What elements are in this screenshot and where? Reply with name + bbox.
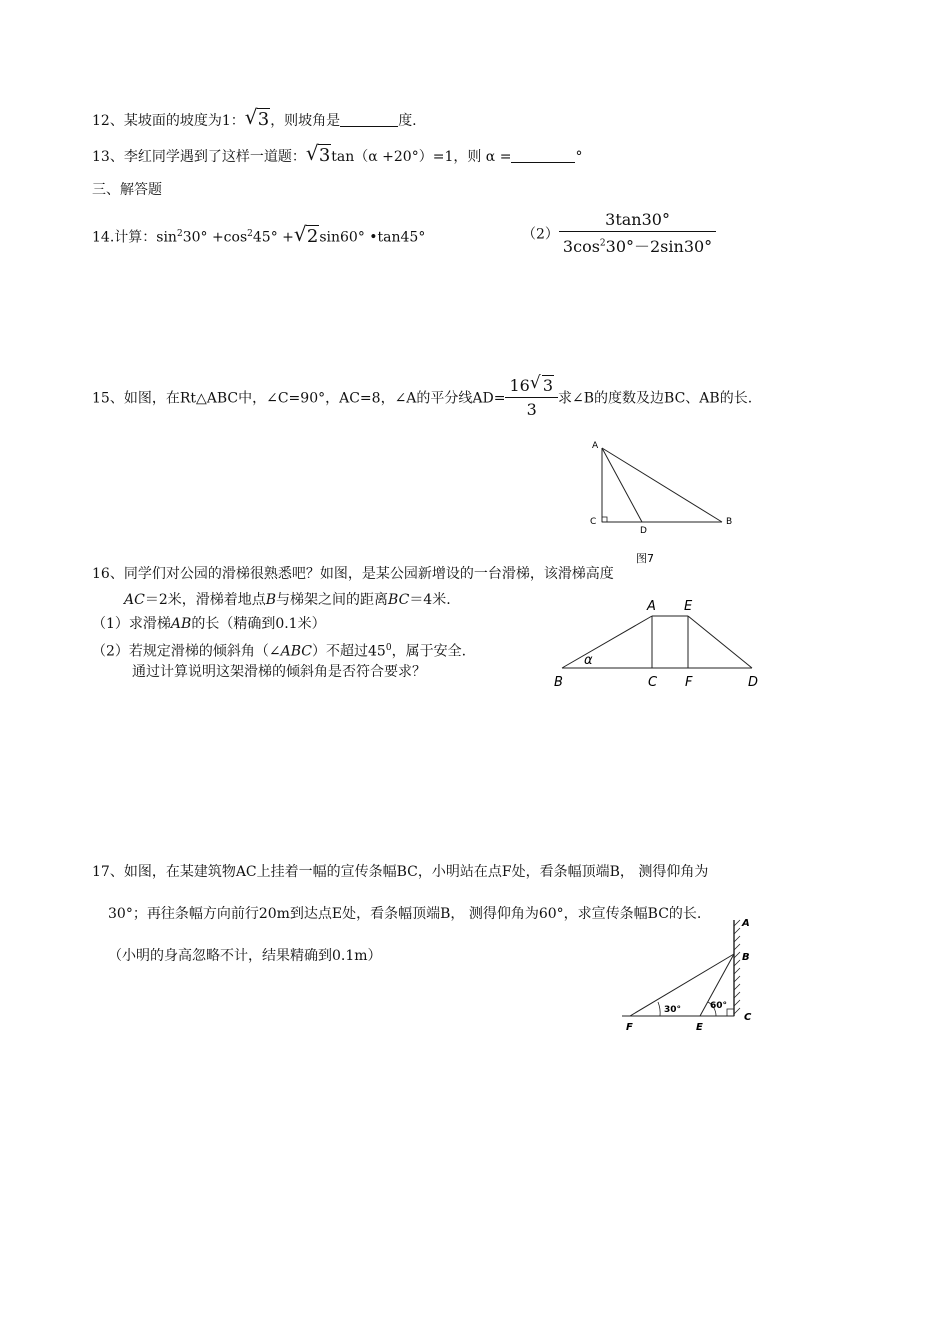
label-alpha: α [584, 653, 593, 668]
q15-text-b: 求∠B的度数及边BC、AB的长. [558, 390, 753, 407]
label-e: E [684, 599, 693, 614]
q12-answer-blank[interactable] [340, 112, 398, 127]
fraction-numerator: 16 √ 3 [505, 376, 558, 398]
q14-fraction [559, 210, 716, 257]
fraction-denominator: 3 [526, 400, 537, 419]
q14-exp: 2 [247, 229, 253, 239]
q15-fraction [505, 373, 558, 419]
section-header: 三、解答题 [92, 182, 162, 198]
question-17-line-2: 30°；再往条幅方向前行20m到达点E处，看条幅顶端B， 测得仰角为60°，求宣传条幅BC的长. [108, 906, 702, 922]
label-b: B [742, 952, 750, 963]
q14-part-b: 45° + [252, 229, 294, 246]
label-b: B [726, 517, 733, 527]
q14-part-a: 30° +cos [182, 229, 248, 246]
label-a: A [742, 918, 750, 929]
question-13 [92, 141, 583, 167]
label-e: E [696, 1022, 703, 1033]
label-c: C [590, 517, 597, 527]
sqrt-3: √ 3 [305, 141, 331, 166]
question-17-line-3: （小明的身高忽略不计，结果精确到0.1m） [108, 948, 382, 964]
label-c: C [648, 675, 658, 690]
question-15 [92, 373, 753, 419]
question-12 [92, 105, 417, 131]
q13-expr: tan（α +20°）=1，则 α = [331, 149, 512, 165]
angle-30: 30° [664, 1005, 682, 1015]
question-16-line-1: 16、同学们对公园的滑梯很熟悉吧？如图，是某公园新增设的一台滑梯，该滑梯高度 [92, 566, 614, 582]
label-a: A [647, 599, 656, 614]
label-f: F [626, 1022, 633, 1033]
q14-part-c: sin60° •tan45° [319, 229, 426, 246]
fraction-numerator: 3tan30° [559, 210, 716, 232]
q14-label: 14.计算： [92, 229, 157, 246]
q13-answer-blank[interactable] [511, 148, 575, 163]
question-14 [92, 221, 426, 248]
question-14-part-2 [522, 210, 716, 257]
q13-suffix: ° [575, 149, 583, 165]
question-16-part-1: （1）求滑梯AB的长（精确到0.1米） [92, 616, 326, 632]
question-16-part-2: （2）若规定滑梯的倾斜角（∠ABC）不超过$45^0$，属于安全. [92, 643, 467, 660]
angle-60: 60° [710, 1001, 728, 1011]
label-f: F [685, 675, 693, 690]
q14-sin: sin [156, 229, 177, 246]
fraction-denominator: $3\cos^230^\circ-2\sin 30^\circ$ [562, 237, 713, 256]
figure-building-banner [616, 914, 766, 1038]
label-d: D [748, 675, 759, 690]
label-a: A [592, 441, 599, 451]
question-17-line-1: 17、如图，在某建筑物AC上挂着一幅的宣传条幅BC，小明站在点F处，看条幅顶端B， 测得仰角为 [92, 864, 709, 880]
q12-prefix: 12、某坡面的坡度为1： [92, 113, 245, 129]
label-c: C [744, 1012, 752, 1023]
q12-suffix: 度. [398, 113, 417, 129]
q15-text-a: 15、如图，在Rt△ABC中，∠C=90°，AC=8，∠A的平分线AD= [92, 390, 506, 407]
q14-part2-label: （2） [522, 226, 559, 243]
question-16-line-2: AC＝2米，滑梯着地点B与梯架之间的距离BC＝4米. [124, 592, 451, 608]
label-d: D [640, 526, 647, 536]
sqrt-3: √ 3 [244, 105, 270, 130]
figure-caption: 图7 [636, 552, 654, 565]
figure-triangle-abc [580, 434, 760, 566]
q13-prefix: 13、李红同学遇到了这样一道题： [92, 149, 306, 165]
figure-slide [548, 594, 768, 692]
q14-exp: 2 [176, 229, 183, 239]
sqrt-2: √ 2 [293, 221, 319, 247]
question-16-line-5: 通过计算说明这架滑梯的倾斜角是否符合要求？ [132, 664, 426, 680]
label-b: B [554, 675, 563, 690]
q12-mid: ，则坡角是 [270, 113, 341, 129]
